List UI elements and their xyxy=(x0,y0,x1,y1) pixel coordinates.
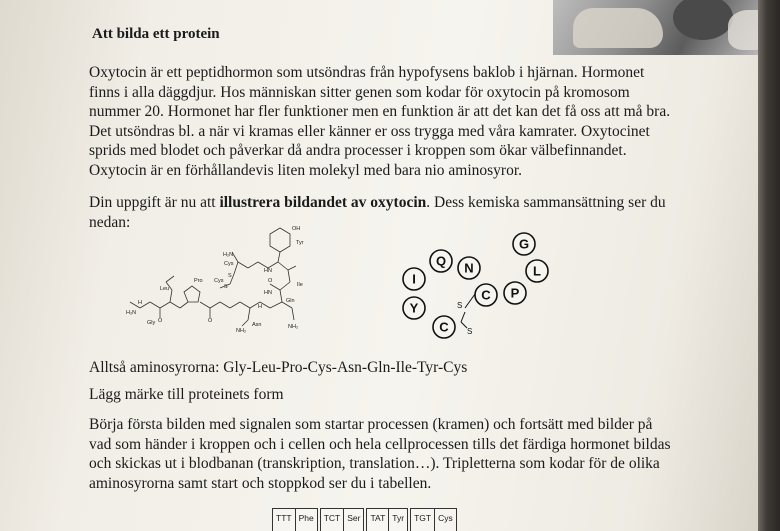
bubble-l: L xyxy=(533,263,541,279)
oxytocin-structure-diagram xyxy=(120,222,320,334)
instructions-line: och skickas ut i blodbanan (transkription, translation…). Tripletterna som kodar för de olika xyxy=(89,455,660,472)
task-text: Din uppgift är nu att xyxy=(89,194,220,211)
intro-line: sprids med blodet och påverkar då andra processer i kroppen som ökar välbefinnandet. xyxy=(89,142,627,159)
label-hn1: HN xyxy=(264,268,272,274)
bubble-y: Y xyxy=(409,300,419,316)
label-oh: OH xyxy=(292,226,301,232)
amino-acid-sequence: Alltså aminosyrorna: Gly-Leu-Pro-Cys-Asn-Gln-Ile-Tyr-Cys xyxy=(89,359,468,376)
label-o3: O xyxy=(268,278,273,284)
amino-cell: Ser xyxy=(344,509,364,531)
label-o2: O xyxy=(208,318,213,324)
label-s2: S xyxy=(224,284,228,290)
bubble-c: C xyxy=(481,287,491,303)
instructions-line: aminosyrorna samt start och stoppkod ser du i tabellen. xyxy=(89,474,432,492)
intro-line: Det utsöndras bl. a när vi kramas eller känner er oss trygga med våra kamrater. Oxytocinet xyxy=(89,122,650,140)
intro-line: nummer 20. Hormonet har fler funktioner men en funktion är att det kan det få oss att må bra. xyxy=(89,103,671,120)
task-line: nedan: xyxy=(89,213,131,231)
label-gly: Gly xyxy=(147,320,156,326)
background-edge xyxy=(758,0,780,531)
label-asn: Asn xyxy=(252,322,262,328)
amino-acid-bubble-diagram xyxy=(395,228,570,343)
codon-cell: TCT xyxy=(320,509,344,531)
codon-cell: TGT xyxy=(411,509,435,531)
disulfide-bridge xyxy=(461,294,475,328)
hug-photo xyxy=(553,0,760,55)
task-bold-text: illustrera bildandet av oxytocin xyxy=(219,194,427,211)
instructions-line: Börja första bilden med signalen som startar processen (kramen) och fortsätt med bilder på xyxy=(89,416,653,433)
amino-cell: Phe xyxy=(295,509,317,531)
label-ile: Ile xyxy=(297,282,303,288)
task-text-end: . Dess kemiska sammansättning ser du xyxy=(426,194,666,211)
label-tyr: Tyr xyxy=(296,240,304,246)
label-s1: S xyxy=(228,273,232,279)
label-cys-top: Cys xyxy=(224,261,234,267)
label-pro: Pro xyxy=(194,278,203,284)
instructions-line: vad som händer i kroppen och i cellen och hela cellprocessen tills det färdiga hormonet bildas xyxy=(89,435,671,453)
intro-paragraph xyxy=(89,63,689,180)
label-gln: Gln xyxy=(286,298,295,304)
protein-shape-note: Lägg märke till proteinets form xyxy=(89,386,284,403)
page-title: Att bilda ett protein xyxy=(92,26,220,42)
label-h1: H xyxy=(138,300,142,306)
bubble-c2: C xyxy=(439,319,449,335)
intro-line: Oxytocin är ett peptidhormon som utsöndras från hypofysens baklob i hjärnan. Hormonet xyxy=(89,64,645,81)
label-nh2-a: NH₂ xyxy=(236,328,247,334)
photo-shadow xyxy=(673,0,733,40)
label-leu: Leu xyxy=(160,286,170,292)
photo-hand xyxy=(573,8,663,48)
label-h2: H xyxy=(258,304,262,310)
instructions-paragraph xyxy=(89,415,699,493)
task-line xyxy=(89,193,689,213)
label-cys-mid: Cys xyxy=(214,278,224,284)
intro-line: Oxytocin är en förhållandevis liten molekyl med bara nio aminosyror. xyxy=(89,161,523,179)
label-h2n-left: H₂N xyxy=(126,310,137,316)
sulfur-label-2: S xyxy=(467,327,473,336)
label-h2n-top: H₂N xyxy=(223,252,234,258)
codon-table xyxy=(272,508,457,531)
bubble-n: N xyxy=(464,260,474,276)
label-o1: O xyxy=(158,318,163,324)
codon-table-row xyxy=(273,509,457,531)
label-hn2: HN xyxy=(264,290,272,296)
bubble-q: Q xyxy=(435,253,447,269)
amino-cell: Tyr xyxy=(389,509,408,531)
amino-cell: Cys xyxy=(435,509,457,531)
sulfur-label-1: S xyxy=(457,301,463,310)
bubble-g: G xyxy=(518,236,530,252)
photo-arm xyxy=(728,10,760,50)
codon-cell: TAT xyxy=(367,509,389,531)
bubble-i: I xyxy=(412,271,416,287)
intro-line: finns i alla däggdjur. Hos människan sitter genen som kodar för oxytocin på kromosom xyxy=(89,83,630,101)
structure-bonds xyxy=(130,228,296,326)
bubble-p: P xyxy=(510,285,520,301)
label-nh2-b: NH₂ xyxy=(288,324,299,330)
codon-cell: TTT xyxy=(273,509,296,531)
